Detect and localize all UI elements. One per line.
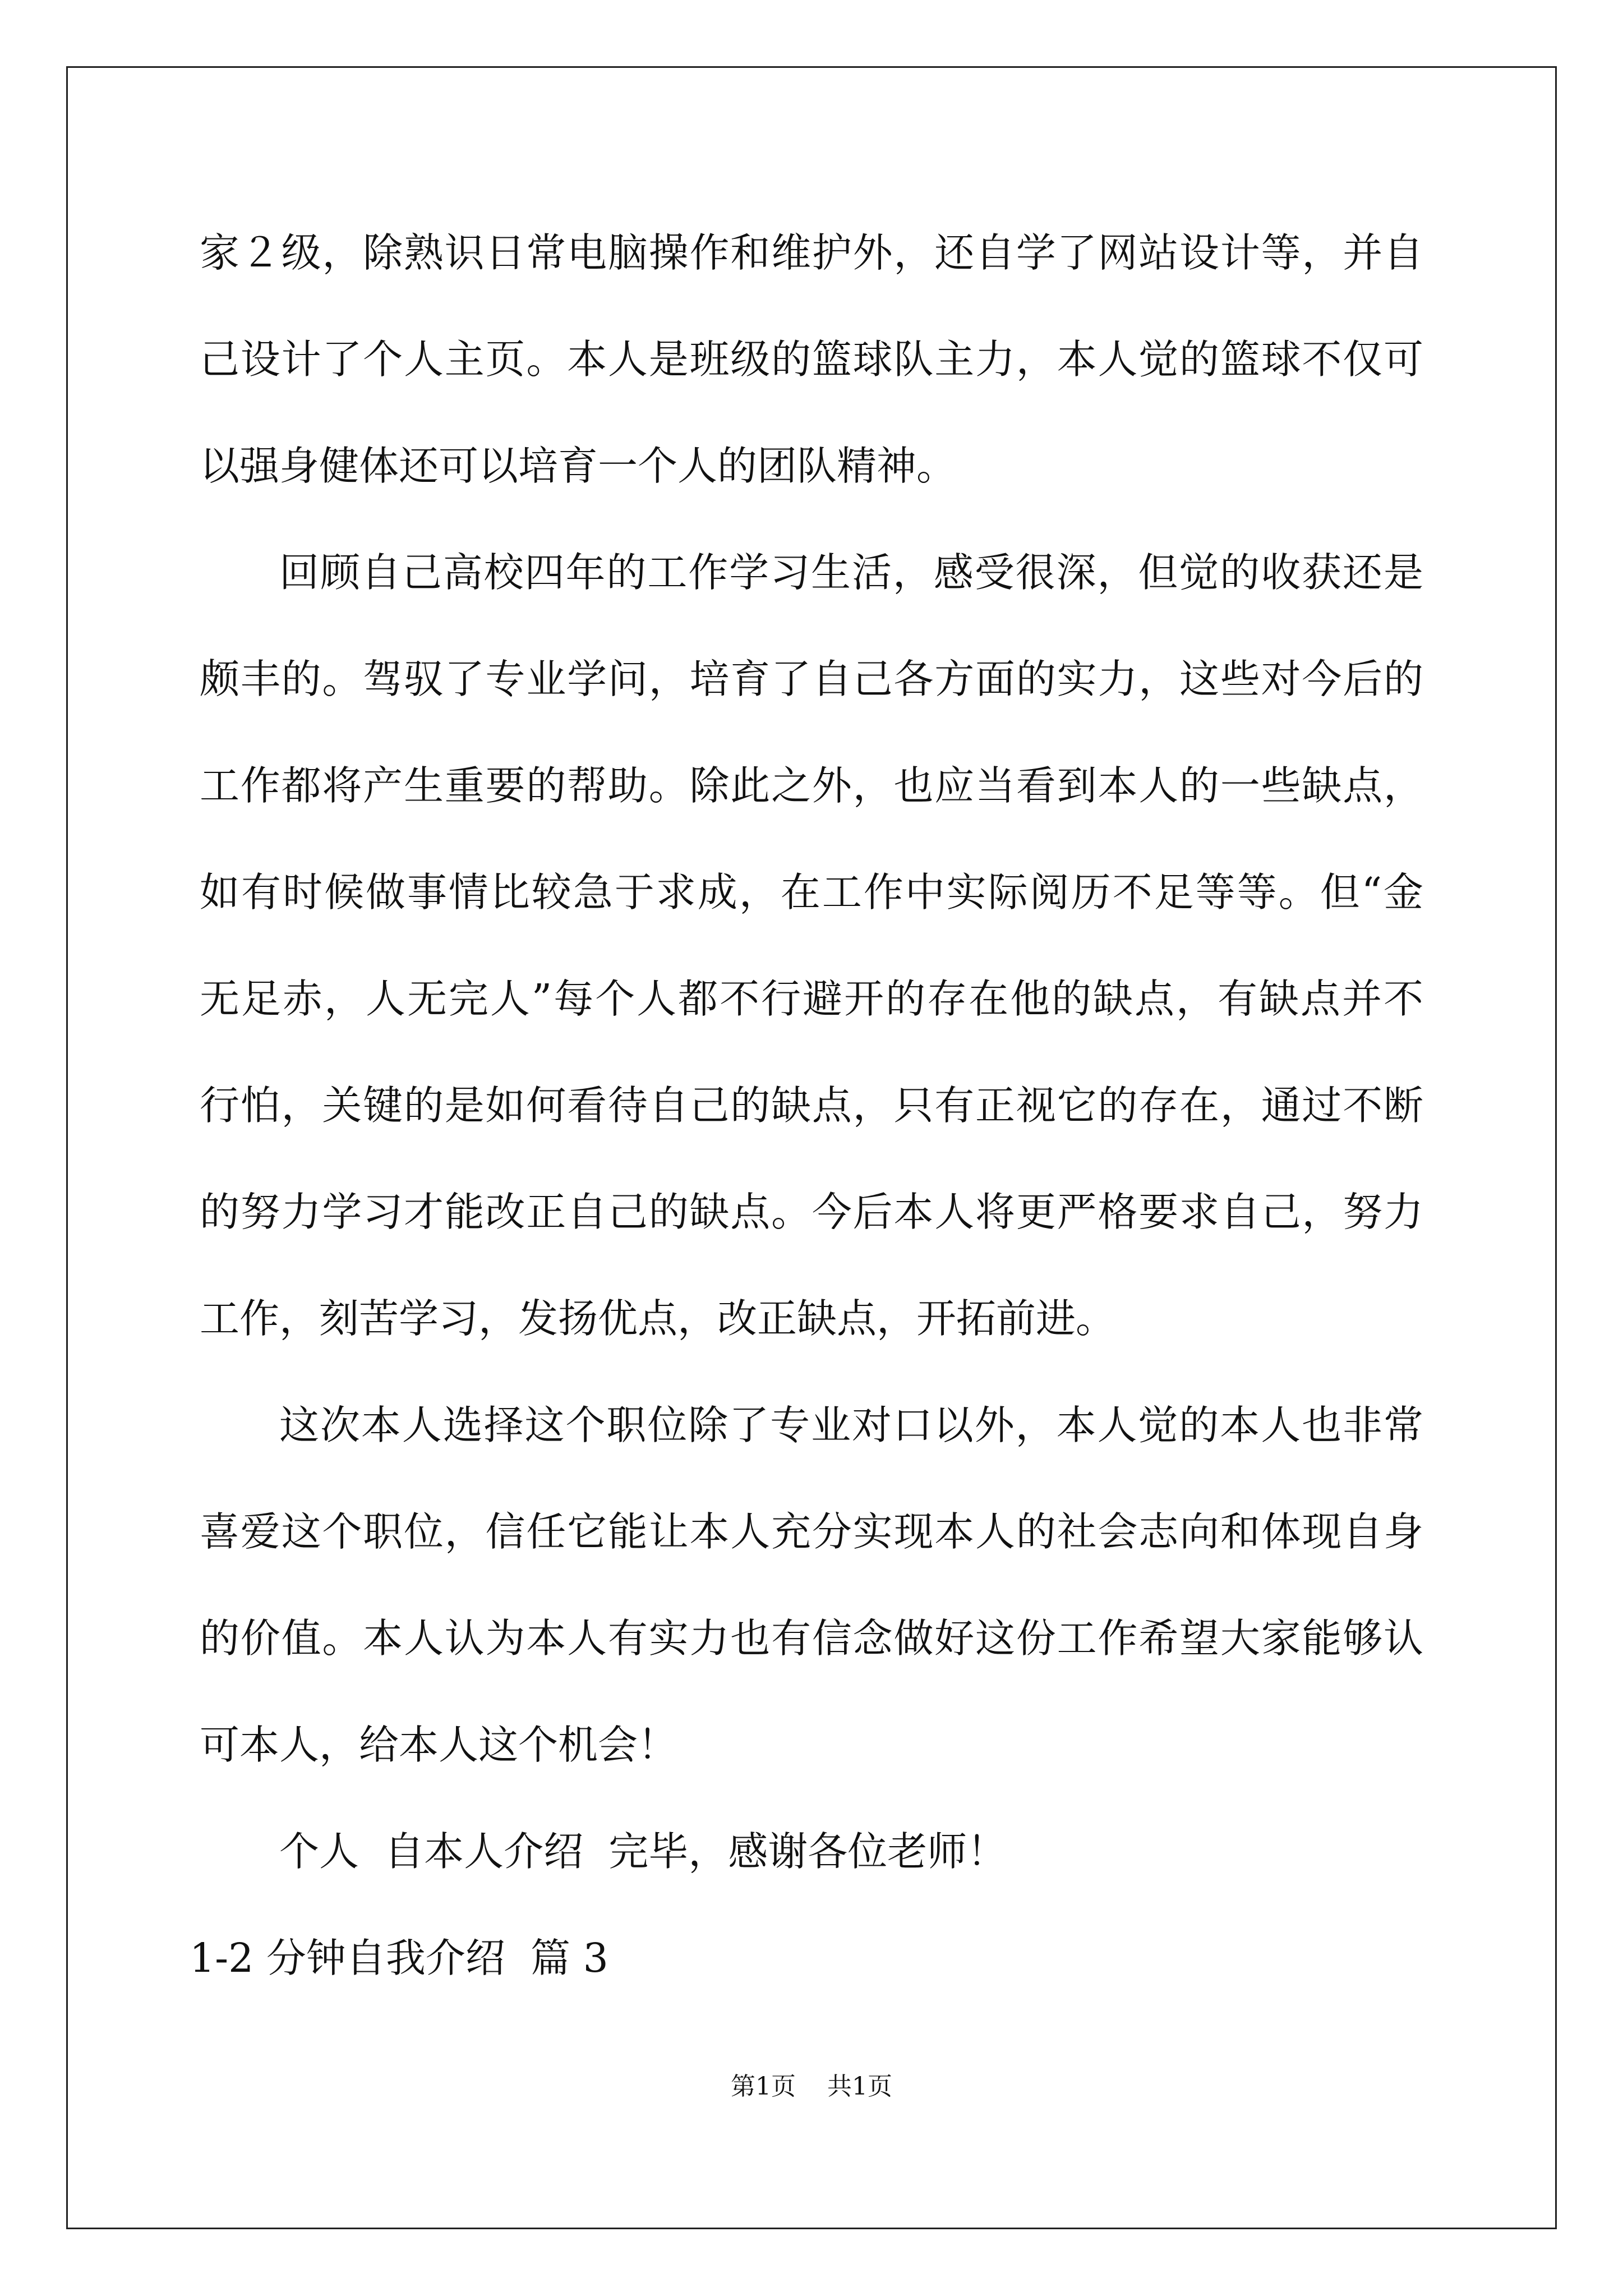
paragraph-line: 颇丰的。驾驭了专业学问，培育了自己各方面的实力，这些对今后的	[200, 656, 1423, 702]
page-number-footer: 第1页 共1页	[731, 2072, 892, 2101]
paragraph-line: 这次本人选择这个职位除了专业对口以外，本人觉的本人也非常	[279, 1402, 1423, 1448]
paragraph-line: 的努力学习才能改正自己的缺点。今后本人将更严格要求自己，努力	[200, 1189, 1423, 1235]
paragraph-line: 无足赤，人无完人”每个人都不行避开的存在他的缺点，有缺点并不	[200, 976, 1423, 1022]
paragraph-line: 如有时候做事情比较急于求成，在工作中实际阅历不足等等。但“金	[200, 869, 1423, 915]
paragraph-line: 己设计了个人主页。本人是班级的篮球队主力，本人觉的篮球不仅可	[200, 336, 1423, 383]
paragraph-line: 行怕，关键的是如何看待自己的缺点，只有正视它的存在，通过不断	[200, 1082, 1423, 1129]
paragraph-line: 工作，刻苦学习，发扬优点，改正缺点，开拓前进。	[200, 1295, 1116, 1342]
document-body	[190, 215, 1423, 2027]
paragraph-line: 工作都将产生重要的帮助。除此之外，也应当看到本人的一些缺点，	[200, 762, 1423, 809]
section-heading: 1-2 分钟自我介绍 篇 3	[190, 1935, 608, 1981]
paragraph-line: 的价值。本人认为本人有实力也有信念做好这份工作希望大家能够认	[200, 1615, 1423, 1662]
paragraph-line: 回顾自己高校四年的工作学习生活，感受很深，但觉的收获还是	[279, 549, 1423, 596]
paragraph-line: 个人 自本人介绍 完毕，感谢各位老师！	[279, 1828, 1007, 1875]
paragraph-line: 家２级，除熟识日常电脑操作和维护外，还自学了网站设计等，并自	[200, 229, 1423, 276]
paragraph-line: 可本人，给本人这个机会！	[200, 1722, 678, 1768]
paragraph-line: 以强身健体还可以培育一个人的团队精神。	[200, 443, 957, 489]
paragraph-line: 喜爱这个职位，信任它能让本人充分实现本人的社会志向和体现自身	[200, 1508, 1423, 1555]
